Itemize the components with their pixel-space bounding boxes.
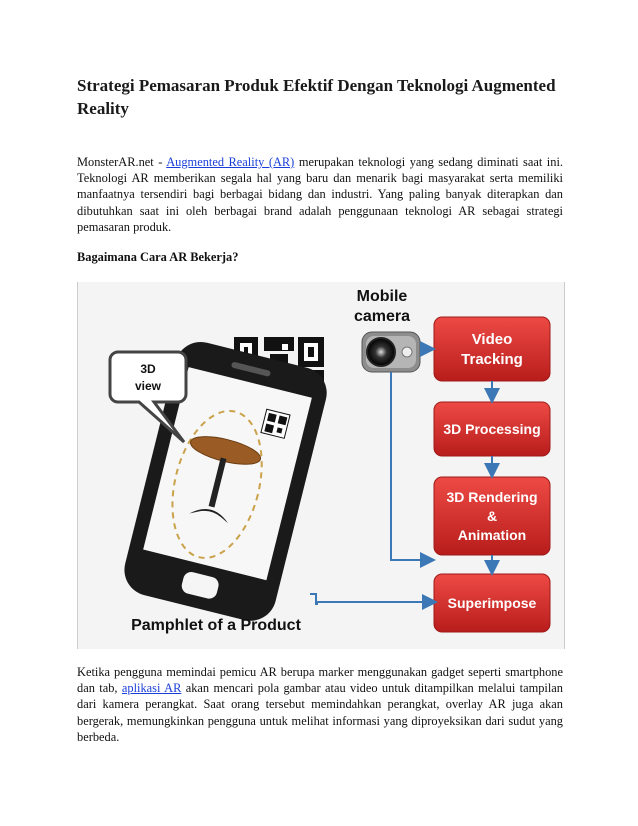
video-label-1: Video (471, 331, 513, 349)
closing-prefix: Ketika pengguna memindai pemicu AR berupa marker menggunakan gadget seperti smartphone dan tab, (77, 665, 563, 696)
rendering-label-3: Animation (457, 527, 527, 544)
section-heading: Bagaimana Cara AR Bekerja? (77, 250, 239, 265)
rendering-label-2: & (486, 508, 498, 525)
view-label-2: view (134, 379, 162, 394)
ar-app-link[interactable]: aplikasi AR (121, 681, 182, 696)
pamphlet-label: Pamphlet of a Product (131, 617, 301, 635)
box-video-tracking (434, 317, 550, 381)
article-title: Strategi Pemasaran Produk Efektif Dengan Teknologi Augmented Reality (77, 76, 556, 118)
camera-label-2: camera (353, 308, 411, 326)
closing-rest: akan mencari pola gambar atau video untuk ditampilkan melalui tampilan dari kamera perangkat. Saat orang tersebut memindahkan perangkat, overlay AR juga akan bergerak, memungkinkan pengguna untuk melihat informasi yang diproyeksikan dari sudut yang berbeda. (77, 681, 563, 744)
ar-diagram (77, 282, 565, 649)
document-page (77, 74, 563, 745)
closing-paragraph (77, 664, 563, 745)
rendering-label-1: 3D Rendering (446, 489, 538, 506)
camera-label-1: Mobile (356, 288, 408, 306)
superimpose-label: Superimpose (447, 595, 537, 612)
3d-view-bubble (110, 352, 186, 442)
ar-link[interactable]: Augmented Reality (AR) (166, 155, 295, 169)
intro-prefix: MonsterAR.net - (77, 155, 167, 169)
box-superimpose (434, 574, 550, 632)
intro-rest: merupakan teknologi yang sedang diminati saat ini. Teknologi AR memberikan segala hal yang baru dan menarik bagi masyarakat serta memiliki manfaatnya tersendiri bagi berbagai bidang dan industri. Yang paling banyak diterapkan dan dibutuhkan saat ini oleh berbagai brand adalah penggunaan teknologi AR sebagai strategi pemasaran produk. (77, 155, 563, 234)
view-label-1: 3D (140, 362, 156, 377)
video-label-2: Tracking (461, 351, 523, 369)
intro-paragraph (77, 154, 563, 235)
camera-icon (362, 332, 420, 372)
box-3d-processing (434, 402, 550, 456)
processing-label: 3D Processing (443, 421, 541, 438)
box-3d-rendering (434, 477, 550, 555)
